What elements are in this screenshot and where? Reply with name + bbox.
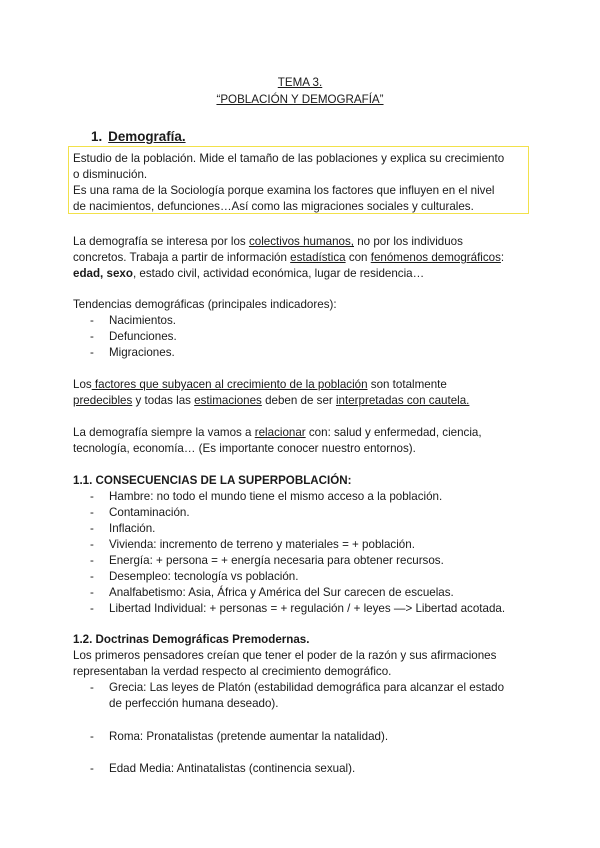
section-1-1-heading: 1.1. CONSECUENCIAS DE LA SUPERPOBLACIÓN: xyxy=(73,474,352,487)
definition-line-2: o disminución. xyxy=(73,168,148,181)
paragraph-3-line-1: La demografía siempre la vamos a relacionar con: salud y enfermedad, ciencia, xyxy=(73,426,482,439)
tendencias-intro: Tendencias demográficas (principales indicadores): xyxy=(73,298,337,311)
paragraph-1-line-2: concretos. Trabaja a partir de información estadística con fenómenos demográficos: xyxy=(73,251,505,264)
paragraph-3-line-2: tecnología, economía… (Es importante conocer nuestro entornos). xyxy=(73,442,416,455)
section-1-2-heading: 1.2. Doctrinas Demográficas Premodernas. xyxy=(73,633,310,646)
paragraph-2-line-1: Los factores que subyacen al crecimiento de la población son totalmente xyxy=(73,378,447,391)
paragraph-1-line-3: edad, sexo, estado civil, actividad económica, lugar de residencia… xyxy=(73,267,425,280)
definition-line-4: de nacimientos, defunciones…Así como las migraciones sociales y culturales. xyxy=(73,200,474,213)
section-1-2-line-1: Los primeros pensadores creían que tener el poder de la razón y sus afirmaciones xyxy=(73,649,497,662)
title-line-2: “POBLACIÓN Y DEMOGRAFÍA” xyxy=(216,93,384,106)
definition-line-1: Estudio de la población. Mide el tamaño de las poblaciones y explica su crecimiento xyxy=(73,152,505,165)
document-page: TEMA 3. “POBLACIÓN Y DEMOGRAFÍA” 1. Demografía. Estudio de la población. Mide el tamaño de las poblaciones y explica su crecimiento o disminución. Es una rama de la Sociología porque examina los factores que influyen en el nivel de nacimientos, defunciones…Así como las migraciones sociales y culturales. La demografía se interesa por los colectivos humanos, no por los individuos concretos. Trabaja a partir de información estadística con fenómenos demográficos: edad, sexo, estado civil, actividad económica, lugar de residencia… Tendencias demográficas (principales indicadores): - Nacimientos. - Defunciones. - Migraciones. Los factores que subyacen al crecimiento de la población son totalmente predecibles y todas las estimaciones deben de ser interpretadas con cautela. La demografía siempre la vamos a relacionar con: salud y enfermedad, ciencia, tecnología, economía… (Es importante conocer nuestro entornos). 1.1. CONSECUENCIAS DE LA SUPERPOBLACIÓN: - Hambre: no todo el mundo tiene el mismo acceso a la población. - Contaminación. - Inflación. - Vivienda: incremento de terreno y materiales = + población. - Energía: + persona = + energía necesaria para obtener recursos. - Desempleo: tecnología vs población. - Analfabetismo: Asia, África y América del Sur carecen de escuelas. - Libertad Individual: + personas = + regulación / + leyes —> Libertad acotada. 1.2. Doctrinas Demográficas Premodernas. Los primeros pensadores creían que tener el poder de la razón y sus afirmaciones representaban la verdad respecto al crecimiento demográfico. - Grecia: Las leyes de Platón (estabilidad demográfica para alcanzar el estado de perfección humana deseado). - Roma: Pronatalistas (pretende aumentar la natalidad). - Edad Media: Antinatalistas (continencia sexual). xyxy=(0,0,600,848)
paragraph-2-line-2: predecibles y todas las estimaciones deben de ser interpretadas con cautela. xyxy=(73,394,470,407)
definition-line-3: Es una rama de la Sociología porque examina los factores que influyen en el nivel xyxy=(73,184,495,197)
section-1-2-line-2: representaban la verdad respecto al crecimiento demográfico. xyxy=(73,665,392,678)
title-line-1: TEMA 3. xyxy=(277,76,323,89)
paragraph-1-line-1: La demografía se interesa por los colectivos humanos, no por los individuos xyxy=(73,235,463,248)
section-1-heading: 1. Demografía. xyxy=(91,129,186,144)
